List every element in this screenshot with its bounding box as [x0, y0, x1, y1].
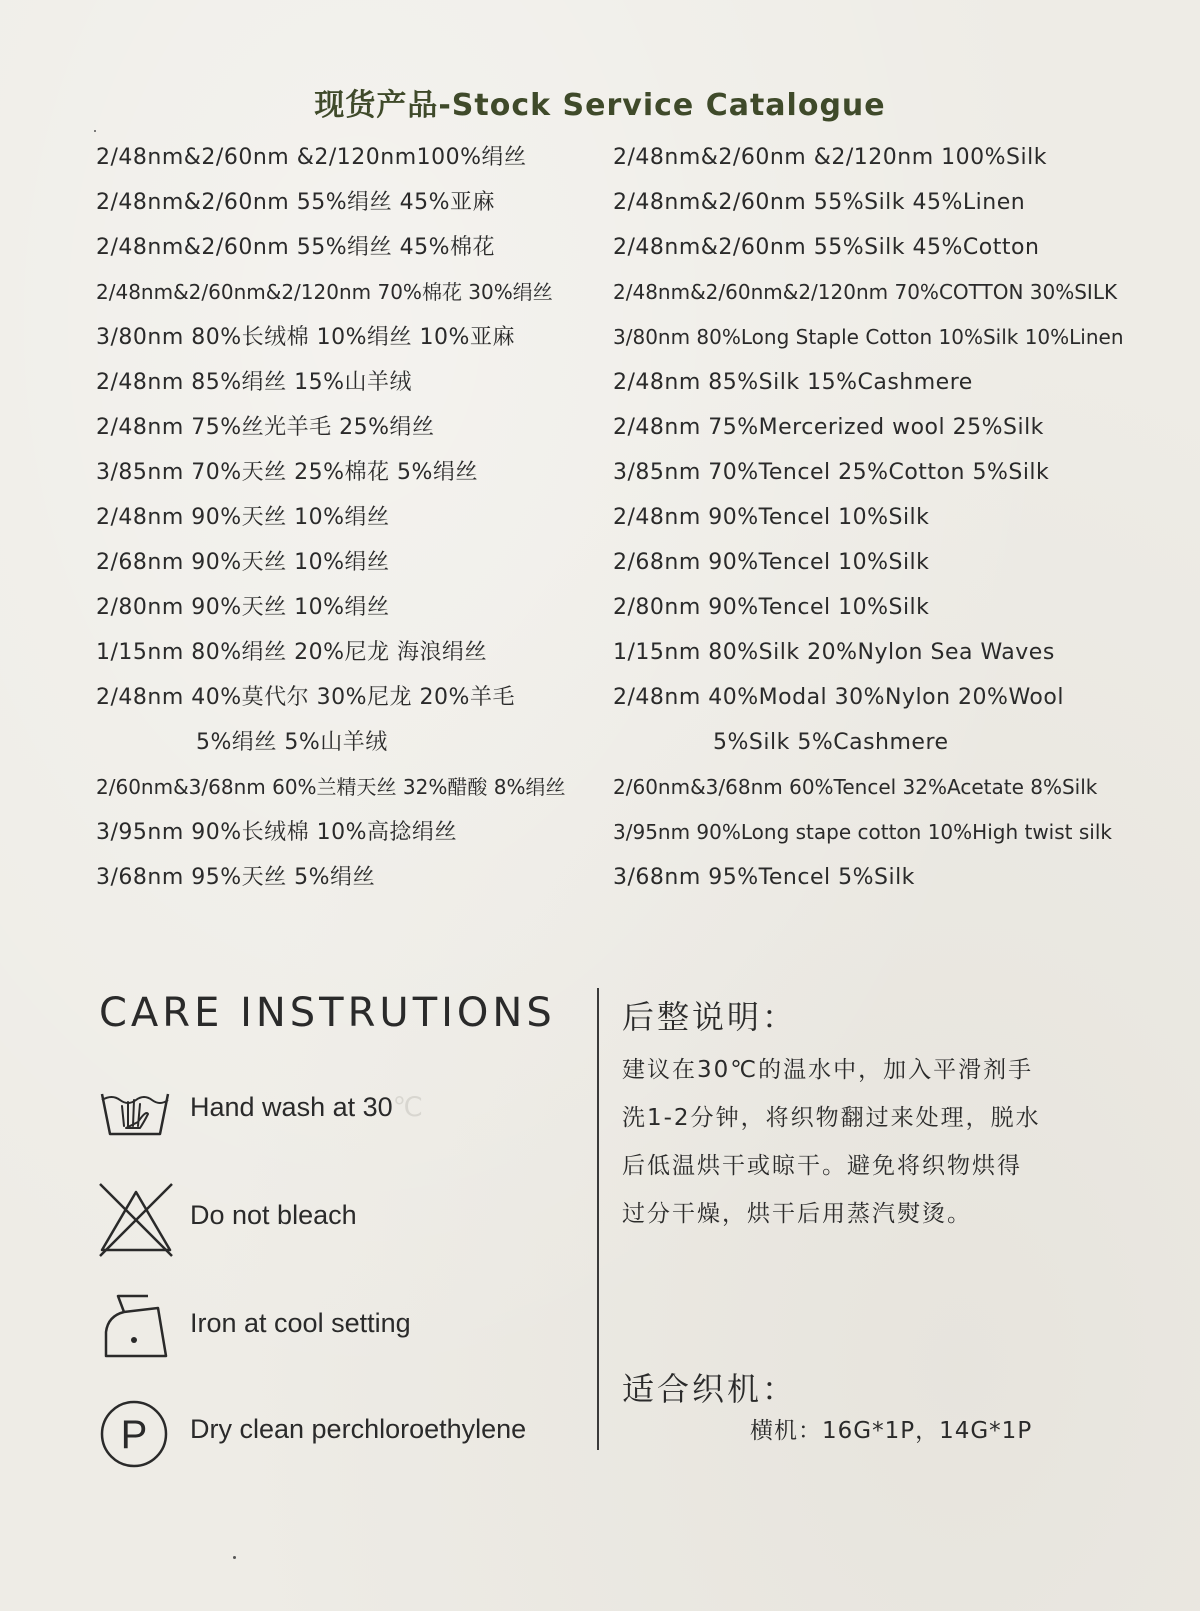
- care-item-label: [190, 1092, 423, 1123]
- dry-clean-p-icon: [98, 1392, 174, 1472]
- catalogue-item-cn: 3/80nm 80%长绒棉 10%绢丝 10%亚麻: [96, 325, 515, 350]
- finishing-line: 洗1-2分钟，将织物翻过来处理，脱水: [622, 1105, 1041, 1131]
- catalogue-item-cn: 2/48nm&2/60nm&2/120nm 70%棉花 30%绢丝: [96, 280, 553, 304]
- catalogue-item-en: 2/48nm&2/60nm &2/120nm 100%Silk: [613, 145, 1047, 170]
- page-title: 现货产品-Stock Service Catalogue: [314, 88, 886, 123]
- catalogue-item-en: 2/68nm 90%Tencel 10%Silk: [613, 550, 930, 575]
- catalogue-item-en: 2/48nm 40%Modal 30%Nylon 20%Wool: [613, 685, 1064, 710]
- catalogue-item-cn: 1/15nm 80%绢丝 20%尼龙 海浪绢丝: [96, 640, 488, 665]
- care-item-no-bleach: [98, 1178, 578, 1258]
- catalogue-item-en: 1/15nm 80%Silk 20%Nylon Sea Waves: [613, 640, 1055, 665]
- catalogue-item-cn: 3/68nm 95%天丝 5%绢丝: [96, 865, 376, 890]
- catalogue-item-en: 2/48nm&2/60nm 55%Silk 45%Linen: [613, 190, 1026, 215]
- catalogue-item-en: 3/68nm 95%Tencel 5%Silk: [613, 865, 915, 890]
- degree-celsius-symbol: ℃: [392, 1092, 423, 1122]
- catalogue-item-cn: 2/80nm 90%天丝 10%绢丝: [96, 595, 390, 620]
- no-bleach-icon: [98, 1178, 174, 1258]
- hand-wash-label: Hand wash at 30: [190, 1092, 393, 1122]
- finishing-heading: 后整说明：: [622, 998, 798, 1036]
- catalogue-item-en: 2/80nm 90%Tencel 10%Silk: [613, 595, 930, 620]
- catalogue-item-cn: 2/60nm&3/68nm 60%兰精天丝 32%醋酸 8%绢丝: [96, 775, 566, 799]
- catalogue-item-cn-continued: 5%绢丝 5%山羊绒: [196, 730, 388, 755]
- finishing-line: 过分干燥，烘干后用蒸汽熨烫。: [622, 1201, 972, 1227]
- dry-clean-label: Dry clean perchloroethylene: [190, 1414, 527, 1444]
- dry-clean-symbol: P: [120, 1413, 148, 1457]
- care-item-iron-cool: [98, 1286, 578, 1366]
- catalogue-item-en: 2/60nm&3/68nm 60%Tencel 32%Acetate 8%Silk: [613, 775, 1098, 799]
- catalogue-item-en: 2/48nm 75%Mercerized wool 25%Silk: [613, 415, 1044, 440]
- iron-cool-label: Iron at cool setting: [190, 1308, 411, 1338]
- catalogue-item-en: 2/48nm 85%Silk 15%Cashmere: [613, 370, 973, 395]
- finishing-instructions: [622, 1046, 1092, 1238]
- catalogue-item-cn: 2/48nm 85%绢丝 15%山羊绒: [96, 370, 413, 395]
- hand-wash-icon: [98, 1070, 174, 1150]
- catalogue-item-en: 3/95nm 90%Long stape cotton 10%High twist silk: [613, 820, 1112, 844]
- care-instructions-heading: CARE INSTRUTIONS: [99, 990, 556, 1036]
- catalogue-list-chinese: [96, 135, 596, 900]
- iron-cool-icon: [98, 1286, 174, 1366]
- catalogue-item-cn: 3/85nm 70%天丝 25%棉花 5%绢丝: [96, 460, 478, 485]
- catalogue-item-cn: 2/48nm&2/60nm &2/120nm100%绢丝: [96, 145, 527, 170]
- catalogue-item-cn: 2/48nm&2/60nm 55%绢丝 45%亚麻: [96, 190, 495, 215]
- catalogue-item-cn: 2/68nm 90%天丝 10%绢丝: [96, 550, 390, 575]
- catalogue-item-en: 3/80nm 80%Long Staple Cotton 10%Silk 10%Linen: [613, 325, 1124, 349]
- finishing-line: 建议在30℃的温水中，加入平滑剂手: [622, 1057, 1034, 1083]
- catalogue-item-en: 2/48nm 90%Tencel 10%Silk: [613, 505, 930, 530]
- catalogue-item-cn: 2/48nm&2/60nm 55%绢丝 45%棉花: [96, 235, 495, 260]
- finishing-line: 后低温烘干或晾干。避免将织物烘得: [622, 1153, 1022, 1179]
- catalogue-list-english: [613, 135, 1173, 900]
- catalogue-item-cn: 2/48nm 75%丝光羊毛 25%绢丝: [96, 415, 435, 440]
- catalogue-item-cn: 2/48nm 90%天丝 10%绢丝: [96, 505, 390, 530]
- catalogue-item-en: 3/85nm 70%Tencel 25%Cotton 5%Silk: [613, 460, 1050, 485]
- machines-heading: 适合织机：: [622, 1370, 798, 1408]
- catalogue-item-en-continued: 5%Silk 5%Cashmere: [713, 730, 949, 755]
- paper-speck: [94, 130, 96, 132]
- catalogue-item-en: 2/48nm&2/60nm 55%Silk 45%Cotton: [613, 235, 1040, 260]
- paper-speck: [233, 1556, 236, 1559]
- section-divider: [597, 988, 599, 1450]
- care-item-hand-wash: [98, 1070, 578, 1150]
- no-bleach-label: Do not bleach: [190, 1200, 357, 1230]
- machines-value: 横机：16G*1P，14G*1P: [750, 1418, 1033, 1444]
- catalogue-item-cn: 2/48nm 40%莫代尔 30%尼龙 20%羊毛: [96, 685, 515, 710]
- care-item-dry-clean: [98, 1392, 578, 1472]
- catalogue-item-en: 2/48nm&2/60nm&2/120nm 70%COTTON 30%SILK: [613, 280, 1118, 304]
- catalogue-item-cn: 3/95nm 90%长绒棉 10%高捻绢丝: [96, 820, 458, 845]
